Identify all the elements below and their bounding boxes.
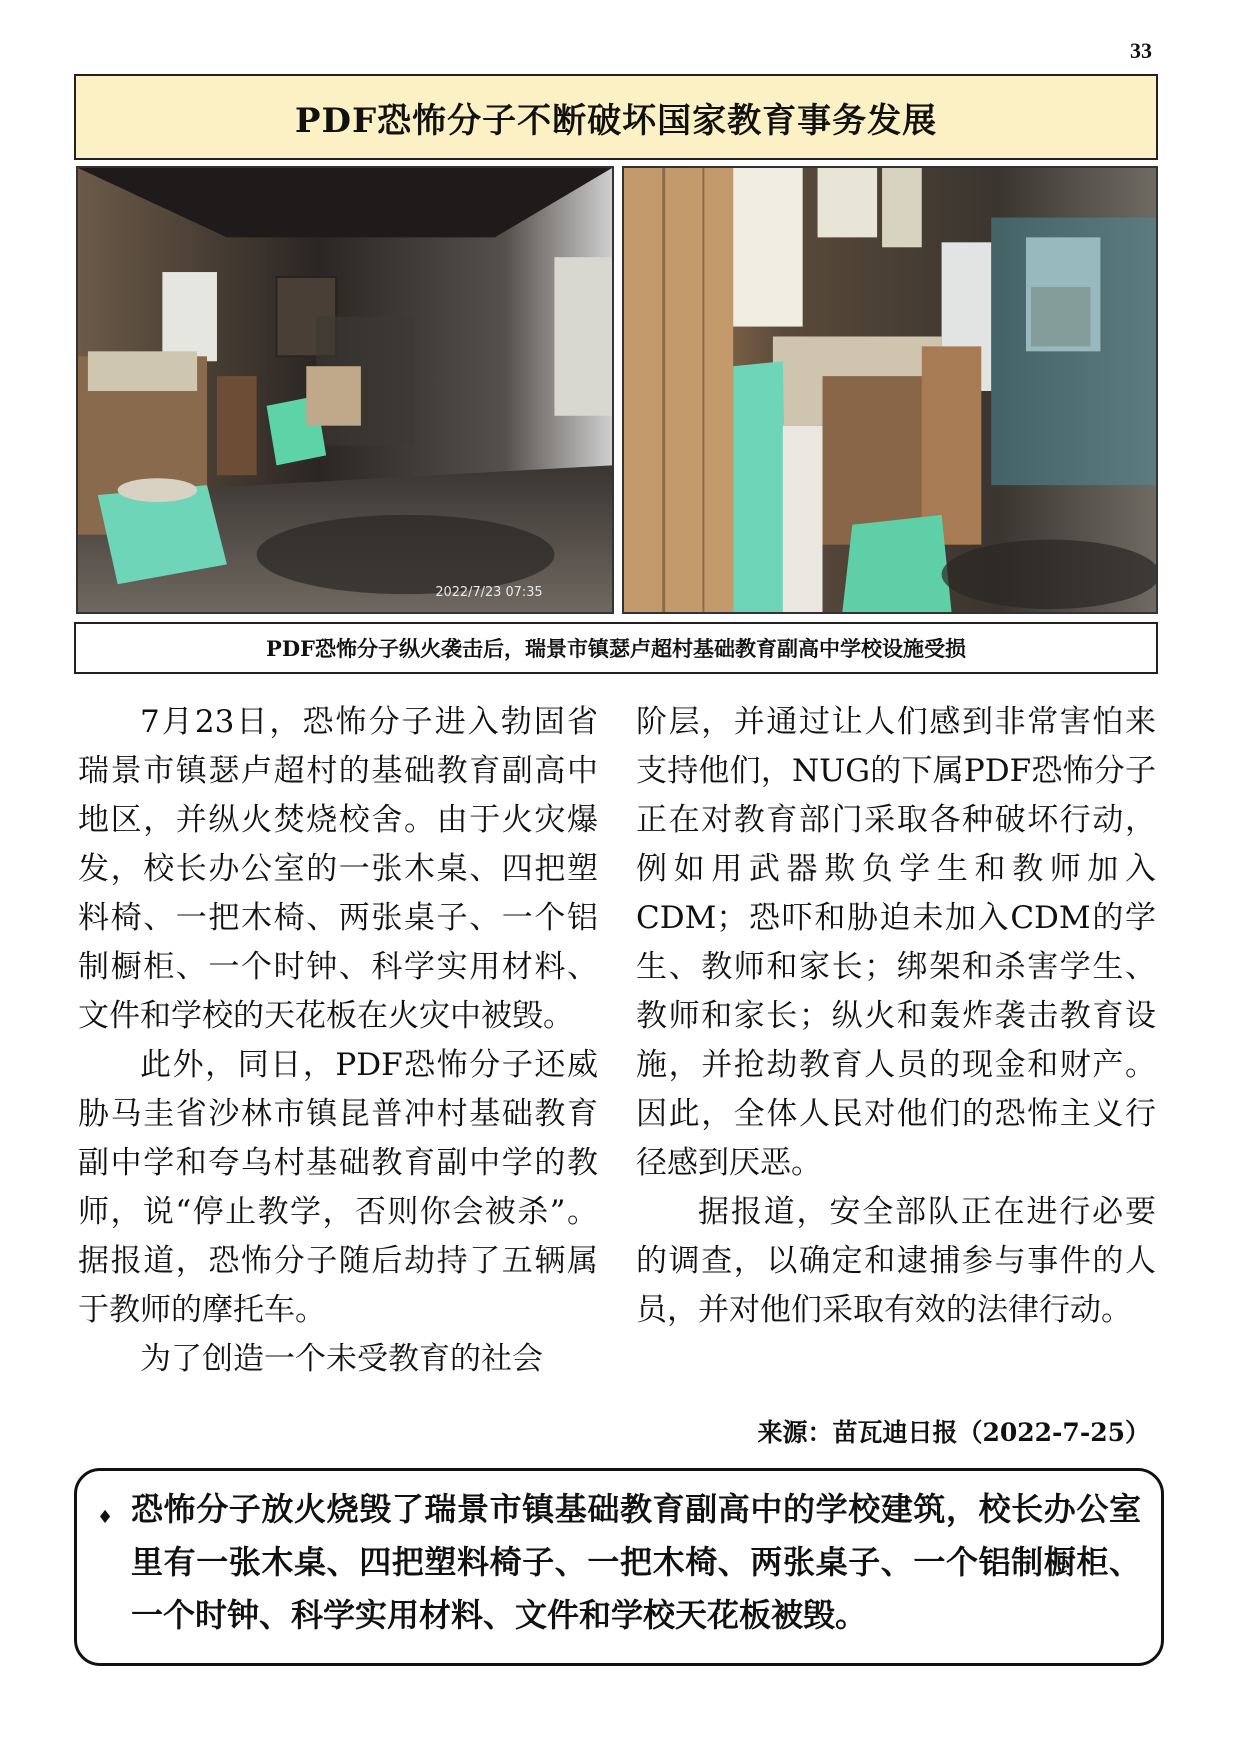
article-column-right [636,698,1156,1335]
article-paragraph-3-cont: 阶层，并通过让人们感到非常害怕来支持他们，NUG的下属PDF恐怖分子正在对教育部门采取各种破坏行动，例如用武器欺负学生和教师加入CDM；恐吓和胁迫未加入CDM的学生、教师和家长；绑架和杀害学生、教师和家长；纵火和轰炸袭击教育设施，并抢劫教育人员的现金和财产。因此，全体人民对他们的恐怖主义行径感到厌恶。 [636,704,1156,1181]
photo-burned-room-right [622,166,1158,614]
photo-burned-office-left [76,166,614,614]
photo-caption: PDF恐怖分子纵火袭击后，瑞景市镇瑟卢超村基础教育副高中学校设施受损 [266,636,966,661]
title-banner [74,74,1158,160]
photo-caption-box [74,622,1158,674]
article-paragraph-3-start: 为了创造一个未受教育的社会 [140,1341,543,1377]
article-source: 来源：苗瓦迪日报（2022-7-25） [757,1418,1150,1447]
page-number: 33 [1130,38,1152,63]
photo-timestamp: 2022/7/23 07:35 [435,585,543,601]
article-paragraph-2: 此外，同日，PDF恐怖分子还威胁马圭省沙林市镇昆普冲村基础教育副中学和夸乌村基础教育副中学的教师，说“停止教学，否则你会被杀”。据报道，恐怖分子随后劫持了五辆属于教师的摩托车。 [78,1047,598,1328]
article-paragraph-1: 7月23日，恐怖分子进入勃固省瑞景市镇瑟卢超村的基础教育副高中地区，并纵火焚烧校舍。由于火灾爆发，校长办公室的一张木桌、四把塑料椅、一把木椅、两张桌子、一个铝制橱柜、一个时钟、科学实用材料、文件和学校的天花板在火灾中被毁。 [78,704,598,1034]
article-paragraph-4: 据报道，安全部队正在进行必要的调查，以确定和逮捕参与事件的人员，并对他们采取有效的法律行动。 [636,1194,1156,1328]
summary-text: 恐怖分子放火烧毁了瑞景市镇基础教育副高中的学校建筑，校长办公室里有一张木桌、四把塑料椅子、一把木椅、两张桌子、一个铝制橱柜、一个时钟、科学实用材料、文件和学校天花板被毁。 [131,1490,1141,1634]
summary-box [74,1468,1164,1666]
burned-room-image [624,168,1156,612]
article-column-left [78,698,598,1384]
diamond-bullet-icon: ♦ [97,1507,114,1528]
article-title: PDF恐怖分子不断破坏国家教育事务发展 [294,100,938,141]
burned-office-image [78,168,612,612]
